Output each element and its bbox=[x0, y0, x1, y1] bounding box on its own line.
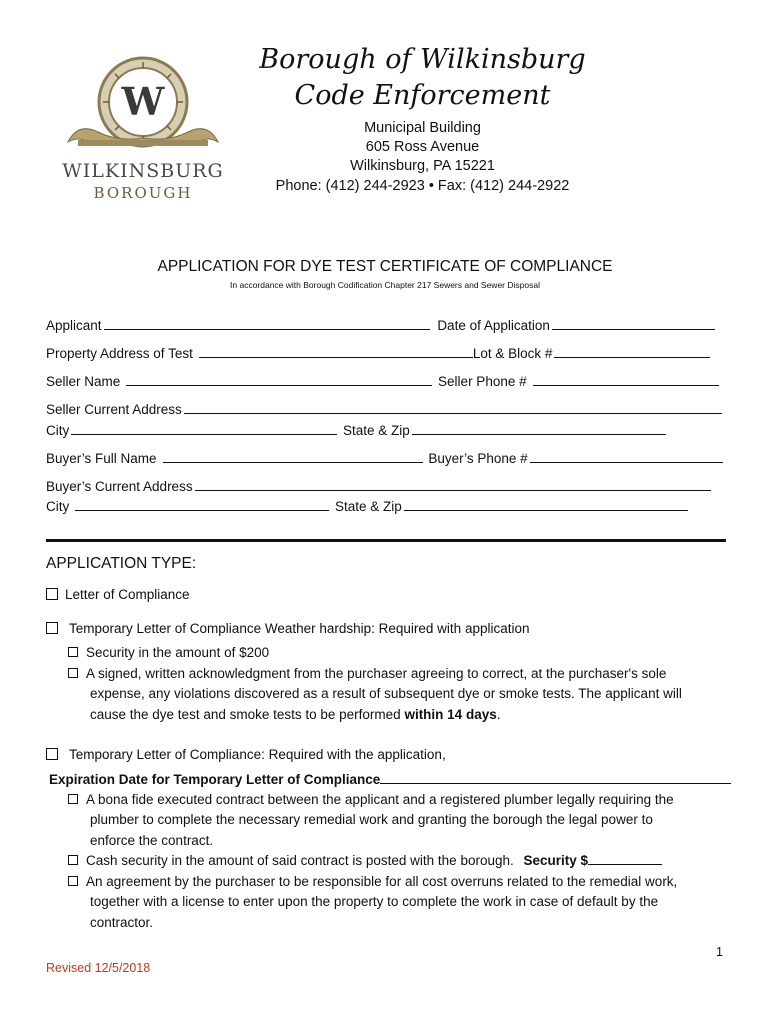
seller-current-address-field[interactable] bbox=[184, 401, 722, 414]
city-label-2: City bbox=[46, 499, 70, 514]
state-zip-field[interactable] bbox=[412, 422, 666, 435]
form-subtitle: In accordance with Borough Codification Chapter 217 Sewers and Sewer Disposal bbox=[230, 280, 540, 290]
item-text: Security in the amount of $200 bbox=[86, 645, 270, 660]
option-3-label: Temporary Letter of Compliance: Required with the application, bbox=[69, 747, 446, 762]
form-title: APPLICATION FOR DYE TEST CERTIFICATE OF COMPLIANCE bbox=[157, 258, 613, 275]
security-field[interactable] bbox=[588, 852, 662, 865]
page-number: 1 bbox=[716, 945, 723, 959]
svg-text:WILKINSBURG: WILKINSBURG bbox=[62, 160, 224, 182]
security-label: Security $ bbox=[523, 853, 589, 868]
buyer-full-name-label: Buyer’s Full Name bbox=[46, 451, 157, 466]
option-3-item-2[interactable] bbox=[68, 851, 662, 872]
city-field[interactable] bbox=[71, 422, 337, 435]
borough-logo bbox=[58, 52, 228, 212]
seller-row bbox=[46, 373, 719, 389]
date-of-application-label: Date of Application bbox=[437, 318, 550, 333]
option-3-item-3-line-3: contractor. bbox=[90, 915, 154, 930]
buyer-phone-field[interactable] bbox=[530, 450, 723, 463]
option-1-label: Letter of Compliance bbox=[65, 587, 190, 602]
buyer-full-name-field[interactable] bbox=[163, 450, 423, 463]
item-period: . bbox=[496, 707, 501, 722]
revised-date: Revised 12/5/2018 bbox=[46, 961, 151, 975]
option-2-item-2[interactable] bbox=[68, 664, 666, 685]
date-of-application-field[interactable] bbox=[552, 317, 715, 330]
checkbox-icon[interactable] bbox=[68, 647, 78, 657]
expiration-row bbox=[49, 770, 731, 791]
property-address-label: Property Address of Test bbox=[46, 346, 193, 361]
svg-text:BOROUGH: BOROUGH bbox=[93, 184, 193, 202]
expiration-field[interactable] bbox=[380, 771, 731, 784]
within-14-days: within 14 days bbox=[404, 707, 497, 722]
seller-phone-label: Seller Phone # bbox=[438, 374, 527, 389]
buyer-current-address-field[interactable] bbox=[195, 478, 711, 491]
city-label: City bbox=[46, 423, 70, 438]
city-field-2[interactable] bbox=[75, 498, 329, 511]
seller-address-row bbox=[46, 401, 722, 417]
lot-block-label: Lot & Block # bbox=[472, 346, 553, 361]
option-temporary-contract[interactable] bbox=[46, 745, 446, 766]
title-line-1: Borough of Wilkinsburg bbox=[259, 44, 586, 75]
option-2-item-1[interactable] bbox=[68, 643, 269, 664]
applicant-label: Applicant bbox=[46, 318, 102, 333]
checkbox-icon[interactable] bbox=[68, 855, 78, 865]
option-3-item-1-line-2: plumber to complete the necessary remedial work and granting the borough the legal power to bbox=[90, 812, 653, 827]
application-type-heading: APPLICATION TYPE: bbox=[46, 555, 197, 572]
buyer-city-row bbox=[46, 498, 688, 514]
buyer-row bbox=[46, 450, 723, 466]
buyer-current-address-label: Buyer’s Current Address bbox=[46, 479, 193, 494]
option-2-item-2-line-3 bbox=[90, 705, 500, 726]
address-line-1: Municipal Building bbox=[364, 120, 481, 136]
state-zip-field-2[interactable] bbox=[404, 498, 688, 511]
seller-name-label: Seller Name bbox=[46, 374, 121, 389]
checkbox-icon[interactable] bbox=[46, 748, 58, 760]
item-text: An agreement by the purchaser to be responsible for all cost overruns related to the remedial work, bbox=[86, 874, 678, 889]
checkbox-icon[interactable] bbox=[68, 876, 78, 886]
address-line-2: 605 Ross Avenue bbox=[365, 139, 480, 155]
buyer-phone-label: Buyer’s Phone # bbox=[428, 451, 528, 466]
option-3-item-3-line-2: together with a license to enter upon the property to complete the work in case of default by the bbox=[90, 894, 659, 909]
svg-text:W: W bbox=[121, 79, 165, 124]
item-text: cause the dye test and smoke tests to be performed bbox=[90, 707, 401, 722]
borough-seal-icon bbox=[58, 52, 228, 212]
option-2-item-2-line-2: expense, any violations discovered as a result of subsequent dye or smoke tests. The applicant will bbox=[90, 686, 682, 701]
option-temporary-weather[interactable] bbox=[46, 619, 530, 640]
state-zip-label: State & Zip bbox=[343, 423, 410, 438]
item-text: Cash security in the amount of said contract is posted with the borough. bbox=[86, 853, 514, 868]
seller-current-address-label: Seller Current Address bbox=[46, 402, 182, 417]
seller-name-field[interactable] bbox=[126, 373, 432, 386]
checkbox-icon[interactable] bbox=[68, 668, 78, 678]
checkbox-icon[interactable] bbox=[46, 588, 58, 600]
option-3-item-3[interactable] bbox=[68, 872, 677, 893]
buyer-address-row bbox=[46, 478, 711, 494]
applicant-row bbox=[46, 317, 715, 333]
item-text: A signed, written acknowledgment from the purchaser agreeing to correct, at the purchaser's sole bbox=[86, 666, 667, 681]
seller-city-row bbox=[46, 422, 666, 438]
option-3-item-1[interactable] bbox=[68, 790, 674, 811]
option-3-item-1-line-3: enforce the contract. bbox=[90, 833, 214, 848]
property-address-field[interactable] bbox=[199, 345, 473, 358]
applicant-field[interactable] bbox=[104, 317, 430, 330]
checkbox-icon[interactable] bbox=[46, 622, 58, 634]
option-letter-of-compliance[interactable] bbox=[46, 585, 190, 606]
phone-fax-line: Phone: (412) 244-2923 • Fax: (412) 244-2922 bbox=[275, 178, 570, 194]
checkbox-icon[interactable] bbox=[68, 794, 78, 804]
state-zip-label-2: State & Zip bbox=[335, 499, 402, 514]
title-line-2: Code Enforcement bbox=[294, 80, 551, 111]
item-text: A bona fide executed contract between the applicant and a registered plumber legally requiring the bbox=[86, 792, 674, 807]
expiration-label: Expiration Date for Temporary Letter of Compliance bbox=[49, 772, 381, 787]
option-2-label: Temporary Letter of Compliance Weather hardship: Required with application bbox=[69, 621, 530, 636]
section-divider bbox=[46, 539, 726, 542]
lot-block-field[interactable] bbox=[554, 345, 710, 358]
seller-phone-field[interactable] bbox=[533, 373, 719, 386]
property-row bbox=[46, 345, 710, 361]
address-line-3: Wilkinsburg, PA 15221 bbox=[350, 158, 495, 174]
